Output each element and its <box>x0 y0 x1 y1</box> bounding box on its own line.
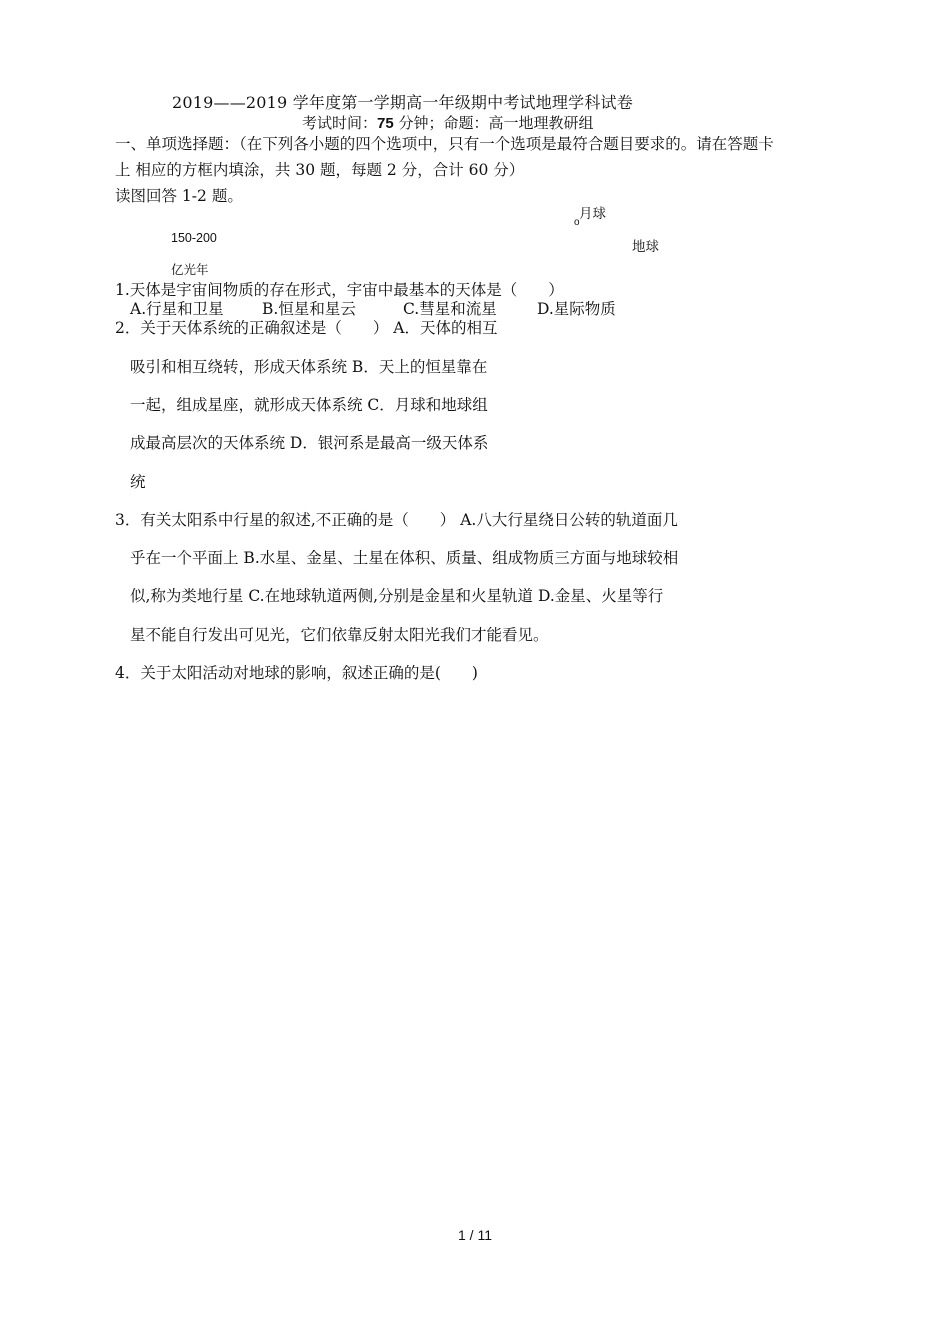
distance-unit: 亿光年 <box>171 263 209 277</box>
exam-title: 2019——2019 学年度第一学期高一年级期中考试地理学科试卷 <box>172 93 633 112</box>
question-1-option-d: D.星际物质 <box>537 300 616 318</box>
moon-label: 月球 <box>579 206 606 221</box>
question-2-line: 2．关于天体系统的正确叙述是（ ） A．天体的相互 <box>115 319 498 337</box>
question-1-stem: 1.天体是宇宙间物质的存在形式，宇宙中最基本的天体是（ ） <box>115 281 564 299</box>
question-3-line: 星不能自行发出可见光，它们依靠反射太阳光我们才能看见。 <box>130 626 549 644</box>
section-instruction-line2: 上 相应的方框内填涂，共 30 题，每题 2 分，合计 60 分） <box>115 161 525 179</box>
question-1-option-c: C.彗星和流星 <box>403 300 497 318</box>
question-2-line: 吸引和相互绕转，形成天体系统 B．天上的恒星靠在 <box>130 358 488 376</box>
question-3-line: 乎在一个平面上 B.水星、金星、土星在体积、质量、组成物质三方面与地球较相 <box>130 549 679 567</box>
exam-time-value: 75 <box>377 115 394 132</box>
exam-time-label: 考试时间： <box>302 114 378 132</box>
read-figure-instruction: 读图回答 1-2 题。 <box>115 187 243 205</box>
question-1-option-a: A.行星和卫星 <box>130 300 224 318</box>
exam-time-unit: 分钟；命题：高一地理教研组 <box>393 114 594 132</box>
moon-marker: o <box>574 217 580 228</box>
question-2-line: 成最高层次的天体系统 D．银河系是最高一级天体系 <box>130 434 489 452</box>
question-1-option-b: B.恒星和星云 <box>262 300 356 318</box>
question-3-line: 似,称为类地行星 C.在地球轨道两侧,分别是金星和火星轨道 D.金星、火星等行 <box>130 587 664 605</box>
question-3-line: 3．有关太阳系中行星的叙述,不正确的是（ ） A.八大行星绕日公转的轨道面几 <box>115 511 678 529</box>
distance-value: 150-200 <box>171 231 217 245</box>
question-2-line: 统 <box>130 473 146 491</box>
earth-label: 地球 <box>632 239 659 254</box>
section-instruction-line1: 一、单项选择题：（在下列各小题的四个选项中，只有一个选项是最符合题目要求的。请在答题卡 <box>115 135 774 153</box>
page-number: 1 / 11 <box>458 1227 492 1243</box>
exam-meta <box>302 112 593 133</box>
question-2-line: 一起，组成星座，就形成天体系统 C．月球和地球组 <box>130 396 488 414</box>
question-4-stem: 4．关于太阳活动对地球的影响，叙述正确的是( ) <box>115 664 478 682</box>
